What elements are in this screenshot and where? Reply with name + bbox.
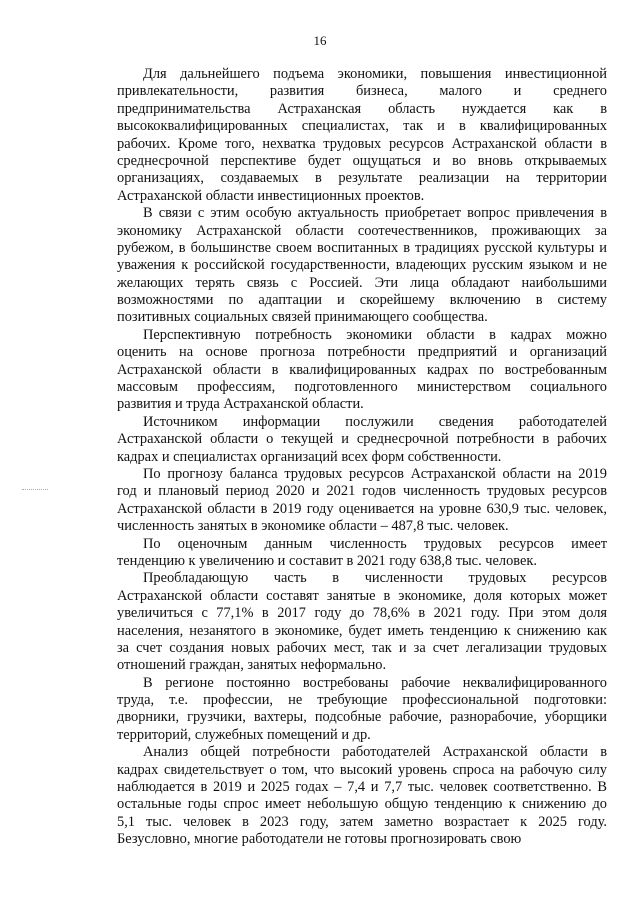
- text-line: отношений граждан, занятых неформально.: [117, 657, 387, 674]
- text-line: массовым профессиям, подготовленного министерством социального: [117, 379, 607, 396]
- text-line: населения, незанятого в экономике, будет иметь тенденцию к снижению как: [117, 622, 607, 639]
- text-line: высококвалифицированных специалистах, так и в квалифицированных: [117, 118, 607, 135]
- text-line: Преобладающую часть в численности трудовых ресурсов: [143, 570, 607, 587]
- text-line: оценить на основе прогноза потребности предприятий и организаций: [117, 344, 607, 361]
- text-line: Анализ общей потребности работодателей Астраханской области в: [143, 744, 607, 761]
- paragraph: [117, 66, 607, 205]
- text-line: Астраханской области инвестиционных проектов.: [117, 187, 425, 204]
- text-line: территорий, служебных помещений и др.: [117, 726, 371, 743]
- text-line: привлекательности, развития бизнеса, малого и среднего: [117, 83, 607, 100]
- text-line: Безусловно, многие работодатели не готовы прогнозировать свою: [117, 831, 522, 848]
- text-line: 5,1 тыс. человек в 2023 году, затем заметно возрастает к 2025 году.: [117, 813, 607, 830]
- text-line: Астраханской области в квалифицированных кадрах по востребованным: [117, 361, 607, 378]
- paragraph: [117, 205, 607, 327]
- paragraph: [117, 570, 607, 674]
- text-line: организациях, создаваемых в результате реализации на территории: [117, 170, 607, 187]
- paragraph: [117, 414, 607, 466]
- text-line: уважения к российской государственности, владеющих русским языком и не: [117, 257, 607, 274]
- text-line: дворники, грузчики, вахтеры, подсобные рабочие, разнорабочие, уборщики: [117, 709, 607, 726]
- text-line: желающих терять связь с Россией. Эти лица обладают наибольшими: [117, 274, 607, 291]
- text-line: остальные годы спрос имеет небольшую общую тенденцию к снижению до: [117, 796, 607, 813]
- paragraph: [117, 744, 607, 848]
- text-line: Астраханской области в 2019 году оценивается на уровне 630,9 тыс. человек,: [117, 500, 607, 517]
- text-line: экономику Астраханской области соотечественников, проживающих за: [117, 222, 607, 239]
- text-line: позитивных социальных связей принимающего сообщества.: [117, 309, 488, 326]
- paragraph: [117, 327, 607, 414]
- text-line: Источником информации послужили сведения работодателей: [143, 413, 607, 430]
- text-line: кадрах свидетельствует о том, что высокий уровень спроса на рабочую силу: [117, 761, 607, 778]
- text-line: кадрах и специалистах организаций всех форм собственности.: [117, 448, 502, 465]
- text-line: тенденцию к увеличению и составит в 2021 году 638,8 тыс. человек.: [117, 552, 537, 569]
- text-line: за счет создания новых рабочих мест, так и за счет легализации трудовых: [117, 639, 607, 656]
- document-body: [117, 66, 607, 849]
- margin-mark: [22, 489, 48, 493]
- text-line: рубежом, в большинстве своем воспитанных в традициях русской культуры и: [117, 239, 607, 256]
- text-line: труда, т.е. профессии, не требующие профессиональной подготовки:: [117, 692, 607, 709]
- paragraph: [117, 675, 607, 745]
- text-line: Астраханской области составят занятые в экономике, доля которых может: [117, 587, 607, 604]
- text-line: По прогнозу баланса трудовых ресурсов Астраханской области на 2019: [143, 465, 607, 482]
- paragraph: [117, 466, 607, 536]
- text-line: год и плановый период 2020 и 2021 годов численность трудовых ресурсов: [117, 483, 607, 500]
- text-line: Астраханской области о текущей и среднесрочной потребности в рабочих: [117, 431, 607, 448]
- text-line: возможностями по адаптации и скорейшему включению в систему: [117, 292, 607, 309]
- page-number: 16: [313, 33, 327, 48]
- text-line: В регионе постоянно востребованы рабочие неквалифицированного: [143, 674, 607, 691]
- text-line: Для дальнейшего подъема экономики, повышения инвестиционной: [143, 66, 607, 82]
- text-line: развития и труда Астраханской области.: [117, 396, 364, 413]
- text-line: численность занятых в экономике области – 487,8 тыс. человек.: [117, 518, 509, 535]
- text-line: По оценочным данным численность трудовых ресурсов имеет: [143, 535, 607, 552]
- text-line: Перспективную потребность экономики области в кадрах можно: [143, 326, 607, 343]
- text-line: наблюдается в 2019 и 2025 годах – 7,4 и 7,7 тыс. человек соответственно. В: [117, 779, 607, 796]
- text-line: рабочих. Кроме того, нехватка трудовых ресурсов Астраханской области в: [117, 135, 607, 152]
- text-line: среднесрочной перспективе будет ощущаться и во вновь открываемых: [117, 152, 607, 169]
- text-line: увеличиться с 77,1% в 2017 году до 78,6% в 2021 году. При этом доля: [117, 605, 607, 622]
- text-line: предпринимательства Астраханская область нуждается как в: [117, 100, 607, 117]
- paragraph: [117, 536, 607, 571]
- text-line: В связи с этим особую актуальность приобретает вопрос привлечения в: [143, 205, 607, 222]
